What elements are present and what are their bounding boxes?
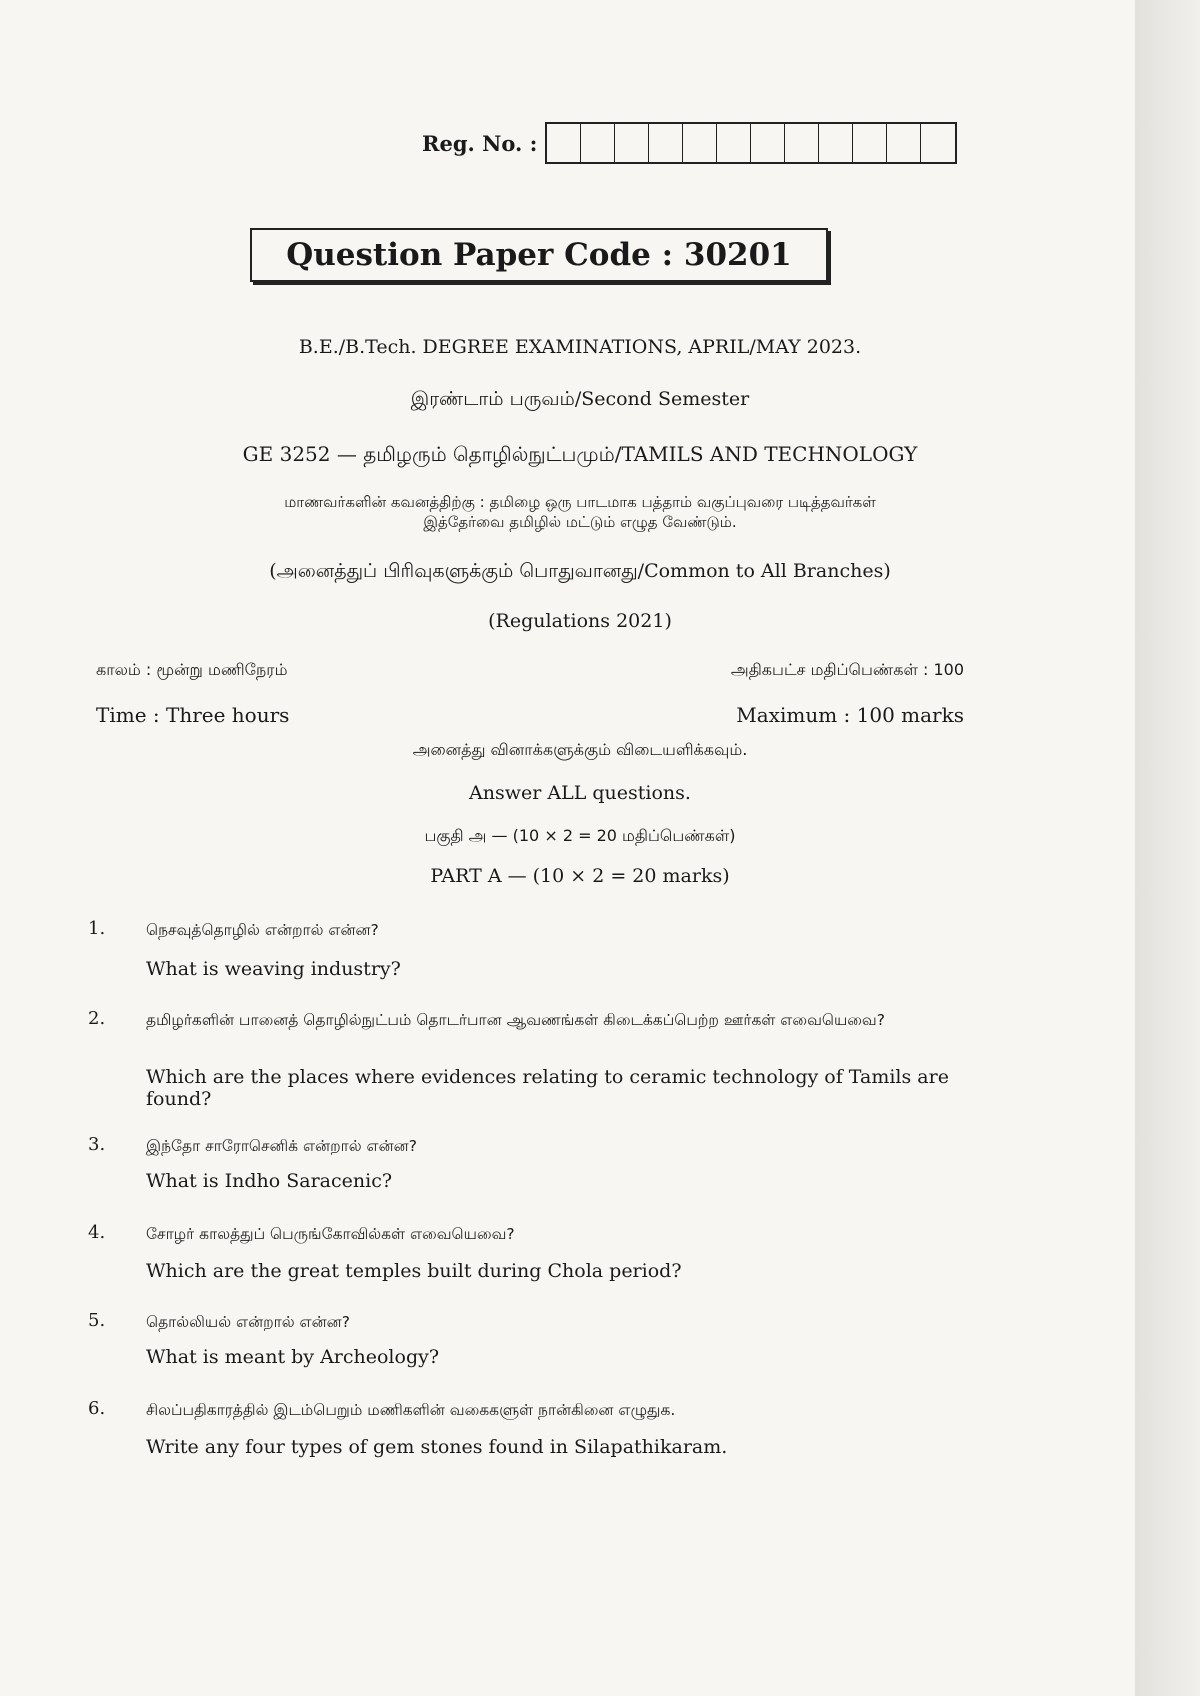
reg-box[interactable]: [751, 124, 785, 162]
answer-all: Answer ALL questions.: [469, 782, 691, 804]
question-english: What is Indho Saracenic?: [146, 1170, 393, 1192]
question-number: 1.: [88, 918, 106, 939]
time-label: Time : Three hours: [96, 703, 290, 727]
question-tamil: இந்தோ சாரோசெனிக் என்றால் என்ன?: [146, 1137, 417, 1155]
max-marks: Maximum : 100 marks: [736, 703, 964, 727]
part-a-tamil: பகுதி அ — (10 × 2 = 20 மதிப்பெண்கள்): [424, 826, 736, 845]
question-number: 4.: [88, 1222, 106, 1243]
student-note: [80, 492, 1080, 532]
regulations: (Regulations 2021): [488, 610, 672, 632]
question-number: 5.: [88, 1310, 106, 1331]
question-english: Which are the great temples built during Chola period?: [146, 1260, 682, 1282]
question-number: 3.: [88, 1134, 106, 1155]
reg-number-row: [422, 122, 957, 164]
question-tamil: சிலப்பதிகாரத்தில் இடம்பெறும் மணிகளின் வகைகளுள் நான்கினை எழுதுக.: [146, 1401, 676, 1419]
reg-box[interactable]: [853, 124, 887, 162]
question-paper-code: Question Paper Code : 30201: [250, 228, 828, 282]
question-number: 2.: [88, 1008, 106, 1029]
question-english: What is weaving industry?: [146, 958, 401, 980]
question-english: Write any four types of gem stones found in Silapathikaram.: [146, 1436, 728, 1458]
reg-box[interactable]: [921, 124, 955, 162]
course-title: GE 3252 — தமிழரும் தொழில்நுட்பமும்/TAMILS AND TECHNOLOGY: [242, 442, 918, 466]
question-tamil: தொல்லியல் என்றால் என்ன?: [146, 1313, 350, 1331]
question-number: 6.: [88, 1398, 106, 1419]
exam-title: B.E./B.Tech. DEGREE EXAMINATIONS, APRIL/MAY 2023.: [298, 336, 862, 358]
semester: இரண்டாம் பருவம்/Second Semester: [410, 388, 750, 410]
question-tamil: நெசவுத்தொழில் என்றால் என்ன?: [146, 921, 379, 939]
reg-box[interactable]: [785, 124, 819, 162]
scan-edge: [1135, 0, 1200, 1696]
student-note-line: மாணவர்களின் கவனத்திற்கு : தமிழை ஒரு பாடமாக பத்தாம் வகுப்புவரை படித்தவர்கள்: [284, 493, 876, 511]
reg-box[interactable]: [581, 124, 615, 162]
time-row-english: [96, 703, 964, 727]
reg-box[interactable]: [717, 124, 751, 162]
reg-box[interactable]: [887, 124, 921, 162]
time-row-tamil: [96, 660, 964, 681]
reg-number-boxes: [545, 122, 957, 164]
answer-all-tamil: அனைத்து வினாக்களுக்கும் விடையளிக்கவும்.: [412, 740, 748, 759]
reg-box[interactable]: [649, 124, 683, 162]
reg-number-label: Reg. No. :: [422, 130, 538, 156]
question-english: Which are the places where evidences relating to ceramic technology of Tamils are found?: [146, 1066, 949, 1110]
max-marks-tamil: அதிகபட்ச மதிப்பெண்கள் : 100: [730, 660, 964, 679]
reg-box[interactable]: [683, 124, 717, 162]
reg-box[interactable]: [819, 124, 853, 162]
student-note-line: இத்தேர்வை தமிழில் மட்டும் எழுத வேண்டும்.: [423, 513, 737, 531]
common-branches: (அனைத்துப் பிரிவுகளுக்கும் பொதுவானது/Common to All Branches): [269, 560, 891, 582]
part-a: PART A — (10 × 2 = 20 marks): [430, 865, 730, 887]
question-english: What is meant by Archeology?: [146, 1346, 440, 1368]
question-tamil: தமிழர்களின் பானைத் தொழில்நுட்பம் தொடர்பான ஆவணங்கள் கிடைக்கப்பெற்ற ஊர்கள் எவையெவை?: [146, 1011, 885, 1029]
time-label-tamil: காலம் : மூன்று மணிநேரம்: [96, 660, 288, 679]
reg-box[interactable]: [547, 124, 581, 162]
question-tamil: சோழர் காலத்துப் பெருங்கோவில்கள் எவையெவை?: [146, 1225, 515, 1243]
reg-box[interactable]: [615, 124, 649, 162]
